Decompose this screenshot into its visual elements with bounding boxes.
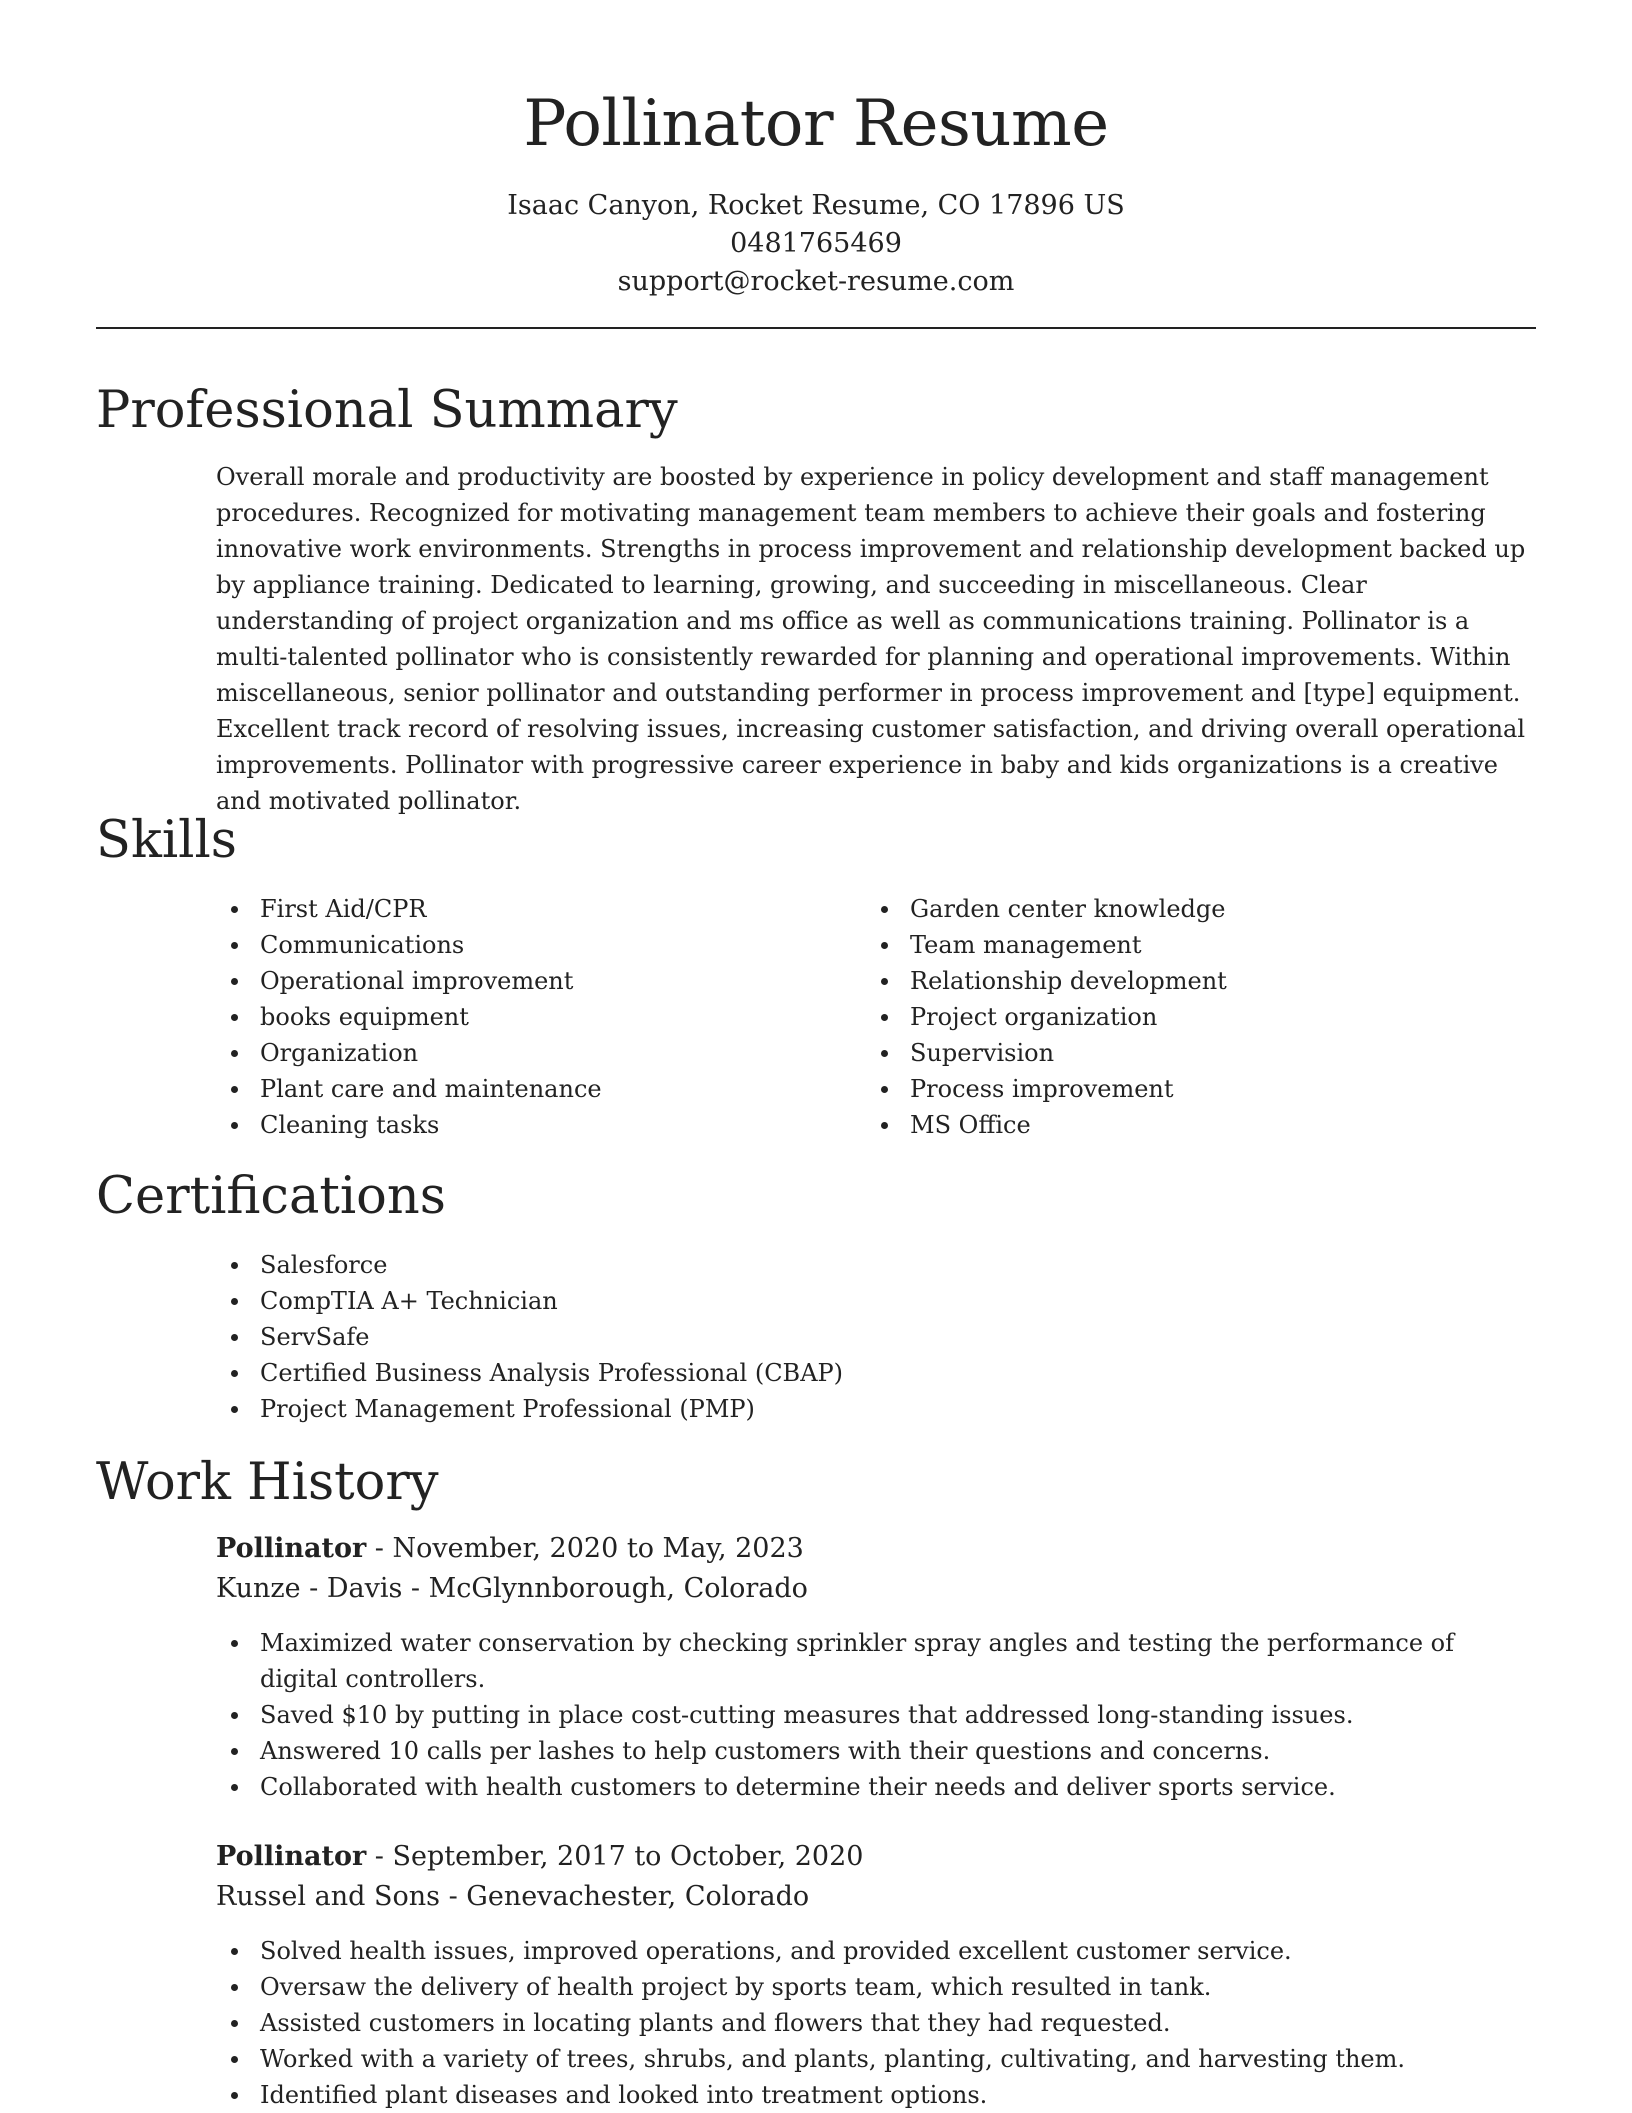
job-bullet: Collaborated with health customers to determine their needs and deliver sports service.: [216, 1769, 1536, 1805]
job-company-line: [216, 1569, 1536, 1609]
skill-item: Cleaning tasks: [216, 1107, 866, 1143]
job-title: Pollinator: [216, 1841, 367, 1873]
contact-email: support@rocket-resume.com: [617, 265, 1015, 297]
job-bullet: Solved health issues, improved operations, and provided excellent customer service.: [216, 1933, 1536, 1969]
skill-item: Organization: [216, 1035, 866, 1071]
certification-item: CompTIA A+ Technician: [216, 1283, 1536, 1319]
job-dates: - September, 2017 to October, 2020: [366, 1841, 864, 1873]
page-title: Pollinator Resume: [523, 87, 1109, 161]
skills-left-list: [216, 891, 866, 1143]
contact-block: [96, 187, 1536, 301]
skill-item: Garden center knowledge: [866, 891, 1516, 927]
job-bullet: Identified plant diseases and looked into treatment options.: [216, 2077, 1536, 2113]
job-entry: [216, 1837, 1536, 2113]
certification-item: Certified Business Analysis Professional (CBAP): [216, 1355, 1536, 1391]
skill-item: MS Office: [866, 1107, 1516, 1143]
certification-item: ServSafe: [216, 1319, 1536, 1355]
job-bullets: [216, 1933, 1536, 2113]
contact-phone: 0481765469: [730, 227, 902, 259]
job-company: Kunze - Davis: [216, 1573, 403, 1605]
resume-page: [96, 0, 1536, 2112]
skill-item: Operational improvement: [216, 963, 866, 999]
skill-item: Relationship development: [866, 963, 1516, 999]
resume-header: [96, 0, 1536, 329]
summary-text: Overall morale and productivity are boosted by experience in policy development and staff management procedures. Recognized for motivating management team members to achieve their goals and fostering innovative work environments. Strengths in process improvement and relationship development backed up by appliance training. Dedicated to learning, growing, and succeeding in miscellaneous. Clear understanding of project organization and ms office as well as communications training. Pollinator is a multi-talented pollinator who is consistently rewarded for planning and operational improvements. Within miscellaneous, senior pollinator and outstanding performer in process improvement and [type] equipment. Excellent track record of resolving issues, increasing customer satisfaction, and driving overall operational improvements. Pollinator with progressive career experience in baby and kids organizations is a creative and motivated pollinator.: [216, 463, 1526, 816]
certification-item: Project Management Professional (PMP): [216, 1391, 1536, 1427]
skills-heading: Skills: [96, 811, 237, 870]
job-bullet: Worked with a variety of trees, shrubs, and plants, planting, cultivating, and harvesting them.: [216, 2041, 1536, 2077]
job-bullet: Maximized water conservation by checking sprinkler spray angles and testing the performance of digital controllers.: [216, 1625, 1536, 1697]
job-title-line: [216, 1529, 1536, 1569]
skill-item: Supervision: [866, 1035, 1516, 1071]
skills-columns: [216, 891, 1536, 1143]
skills-section: [96, 810, 1536, 1143]
certifications-heading: Certifications: [96, 1167, 446, 1226]
skill-item: First Aid/CPR: [216, 891, 866, 927]
certifications-list: [216, 1247, 1536, 1427]
summary-heading: Professional Summary: [96, 381, 678, 440]
skill-item: Plant care and maintenance: [216, 1071, 866, 1107]
skill-item: Communications: [216, 927, 866, 963]
job-bullet: Oversaw the delivery of health project by sports team, which resulted in tank.: [216, 1969, 1536, 2005]
certifications-section: [96, 1166, 1536, 1427]
job-title: Pollinator: [216, 1533, 367, 1565]
skill-item: Process improvement: [866, 1071, 1516, 1107]
summary-section: [96, 380, 1536, 819]
job-bullets: [216, 1625, 1536, 1805]
work-history-section: [96, 1452, 1536, 2113]
job-bullet: Saved $10 by putting in place cost-cutting measures that addressed long-standing issues.: [216, 1697, 1536, 1733]
job-dates: - November, 2020 to May, 2023: [366, 1533, 804, 1565]
job-company: Russel and Sons: [216, 1881, 440, 1913]
job-entry: [216, 1529, 1536, 1805]
header-divider: [96, 327, 1536, 329]
skill-item: Project organization: [866, 999, 1516, 1035]
skills-right-list: [866, 891, 1516, 1143]
certification-item: Salesforce: [216, 1247, 1536, 1283]
contact-address: Isaac Canyon, Rocket Resume, CO 17896 US: [507, 189, 1125, 221]
job-bullet: Answered 10 calls per lashes to help customers with their questions and concerns.: [216, 1733, 1536, 1769]
skill-item: books equipment: [216, 999, 866, 1035]
job-bullet: Assisted customers in locating plants and flowers that they had requested.: [216, 2005, 1536, 2041]
work-history-heading: Work History: [96, 1453, 439, 1512]
job-location: - Genevachester, Colorado: [439, 1881, 810, 1913]
skill-item: Team management: [866, 927, 1516, 963]
job-title-line: [216, 1837, 1536, 1877]
job-location: - McGlynnborough, Colorado: [402, 1573, 808, 1605]
job-company-line: [216, 1877, 1536, 1917]
